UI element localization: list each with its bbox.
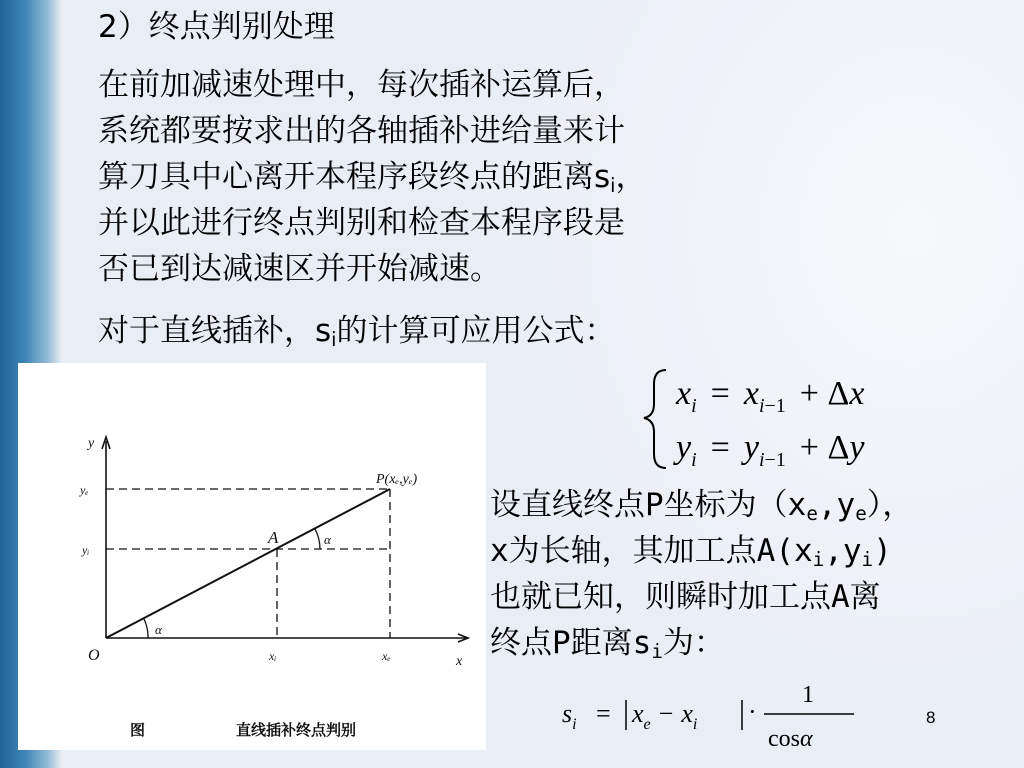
desc-line [490,528,913,574]
desc-line [490,620,913,666]
formula-lhs: $s_i$ [562,699,577,733]
point-a-label: A [268,528,279,547]
paragraph-line: 系统都要按求出的各轴插补进给量来计 [98,113,625,149]
paragraph-text: 算刀具中心离开本程序段终点的距离s [98,159,611,195]
figure-caption-label: 图 [130,721,146,739]
interpolation-figure [18,363,486,750]
desc-text: 设直线终点P坐标为（x [490,487,807,523]
subscript: i [861,547,874,571]
desc-text: 终点P距离s [490,625,652,661]
ye-label: yₑ [80,483,89,497]
paragraph-line: 否已到达减速区并开始减速。 [98,251,501,287]
subscript: i [610,173,616,197]
equation-2: $y_i = y_i-1 + \Delta y$ [676,429,865,471]
equation-1: $x_i = x_i-1 + \Delta x$ [676,375,865,417]
desc-text: ) [873,533,892,569]
desc-text: ）， [866,487,914,523]
intro-text: 对于直线插补，s [98,313,332,349]
xe-label: xₑ [382,649,391,663]
formula-denominator: cosα [768,726,813,752]
origin-label: O [88,647,100,664]
paragraph-line: 并以此进行终点判别和检查本程序段是 [98,205,625,241]
formula-abs: $x_e - x_i$ [632,699,698,733]
y-axis-label: y [88,436,95,451]
formula-equals: = [596,699,611,728]
yi-label: yᵢ [82,543,90,557]
formula-dot: · [748,697,757,726]
left-brace [644,370,666,468]
subscript: e [806,501,818,525]
distance-formula-svg [556,676,866,752]
angle-arc-origin [144,619,148,638]
subscript: i [331,327,337,351]
paragraph-line: 在前加减速处理中，每次插补运算后， [98,67,625,103]
desc-text: 为： [662,625,725,661]
formula-numerator: 1 [802,682,814,708]
paragraph-text: ， [615,159,647,195]
desc-text: ,y [817,487,856,523]
figure-svg [18,363,486,750]
description-paragraph [98,62,647,292]
intro-text: 的计算可应用公式： [336,313,616,349]
angle-label-origin: α [155,622,162,637]
desc-text: ,y [824,533,862,569]
desc-text: x为长轴，其加工点A(x [490,533,813,569]
subscript: i [812,547,825,571]
point-p-label: P(xₑ,yₑ) [376,472,418,487]
endpoint-description [490,482,913,666]
figure-caption-title: 直线插补终点判别 [236,721,357,739]
xi-label: xᵢ [269,649,277,663]
desc-line: 也就已知，则瞬时加工点A离 [490,579,881,615]
coordinate-equations [640,362,1000,474]
section-heading: 2）终点判别处理 [98,9,335,45]
paragraph-line [98,154,647,200]
angle-arc-a [315,529,320,549]
subscript: e [855,501,867,525]
interpolation-line [106,489,390,638]
formula-intro [98,308,616,354]
page-number: 8 [926,708,936,727]
distance-formula [556,676,866,752]
subscript: i [651,639,663,663]
angle-label-a: α [324,532,331,547]
x-axis-label: x [456,654,463,669]
desc-line [490,482,913,528]
equations-svg [640,362,1000,474]
